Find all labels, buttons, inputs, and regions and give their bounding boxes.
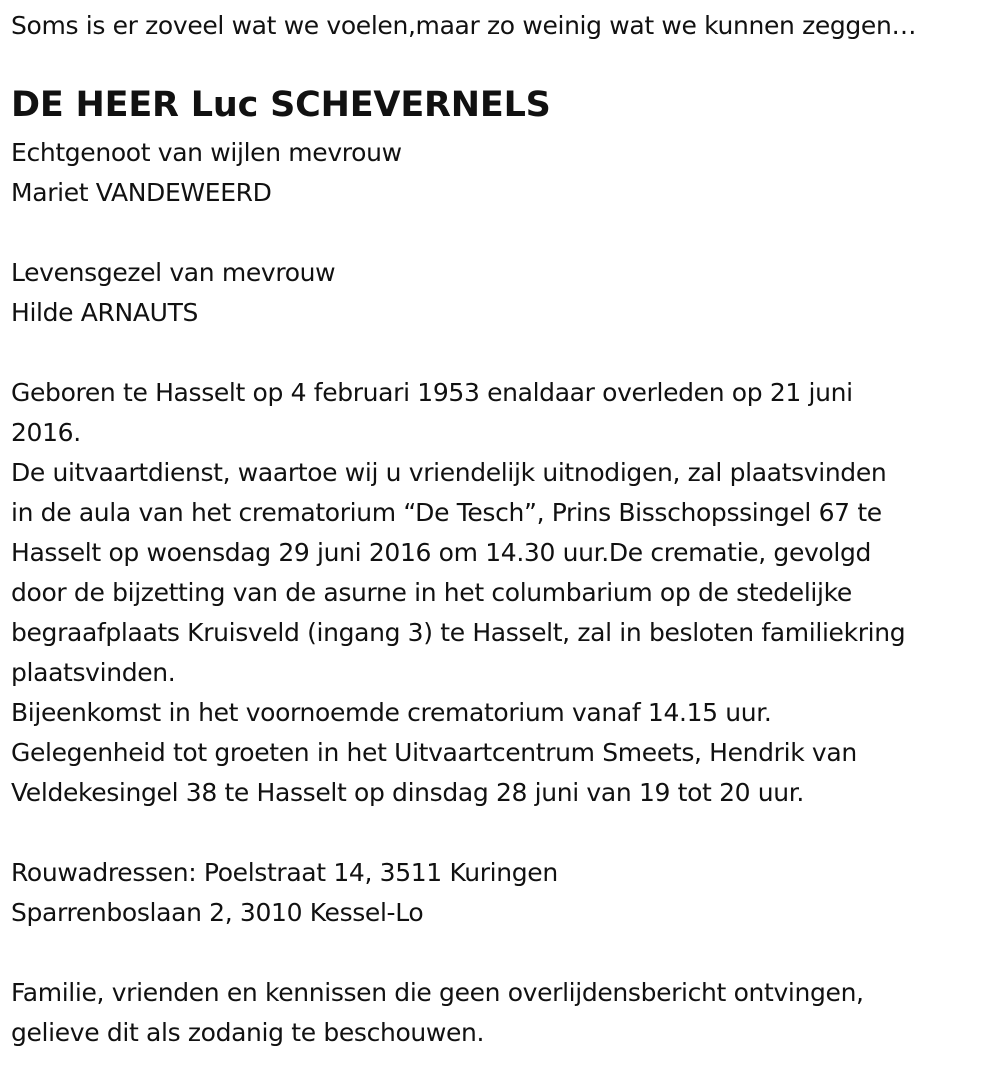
details-line: Gelegenheid tot groeten in het Uitvaartcentrum Smeets, Hendrik van: [11, 738, 857, 767]
details-line: De uitvaartdienst, waartoe wij u vriendelijk uitnodigen, zal plaatsvinden: [11, 458, 887, 487]
partner-line: Hilde ARNAUTS: [11, 298, 199, 327]
details-line: Veldekesingel 38 te Hasselt op dinsdag 28 juni van 19 tot 20 uur.: [11, 778, 805, 807]
closing-line: gelieve dit als zodanig te beschouwen.: [11, 1018, 485, 1047]
details-line: Geboren te Hasselt op 4 februari 1953 enaldaar overleden op 21 juni: [11, 378, 853, 407]
intro-quote: Soms is er zoveel wat we voelen,maar zo weinig wat we kunnen zeggen…: [11, 11, 917, 40]
closing-line: Familie, vrienden en kennissen die geen overlijdensbericht ontvingen,: [11, 978, 864, 1007]
details-line: Bijeenkomst in het voornoemde crematorium vanaf 14.15 uur.: [11, 698, 772, 727]
closing-block: [11, 973, 864, 1053]
details-block: [11, 373, 905, 813]
address-line: Sparrenboslaan 2, 3010 Kessel-Lo: [11, 898, 424, 927]
details-line: in de aula van het crematorium “De Tesch”, Prins Bisschopssingel 67 te: [11, 498, 882, 527]
spouse-block: [11, 133, 402, 213]
spouse-line: Mariet VANDEWEERD: [11, 178, 272, 207]
spouse-line: Echtgenoot van wijlen mevrouw: [11, 138, 402, 167]
addresses-block: [11, 853, 558, 933]
deceased-name: DE HEER Luc SCHEVERNELS: [11, 85, 551, 125]
details-line: door de bijzetting van de asurne in het columbarium op de stedelijke: [11, 578, 852, 607]
partner-block: [11, 253, 335, 333]
details-line: Hasselt op woensdag 29 juni 2016 om 14.30 uur.De crematie, gevolgd: [11, 538, 871, 567]
details-line: begraafplaats Kruisveld (ingang 3) te Hasselt, zal in besloten familiekring: [11, 618, 906, 647]
address-line: Rouwadressen: Poelstraat 14, 3511 Kuringen: [11, 858, 558, 887]
details-line: plaatsvinden.: [11, 658, 176, 687]
partner-line: Levensgezel van mevrouw: [11, 258, 336, 287]
details-line: 2016.: [11, 418, 81, 447]
